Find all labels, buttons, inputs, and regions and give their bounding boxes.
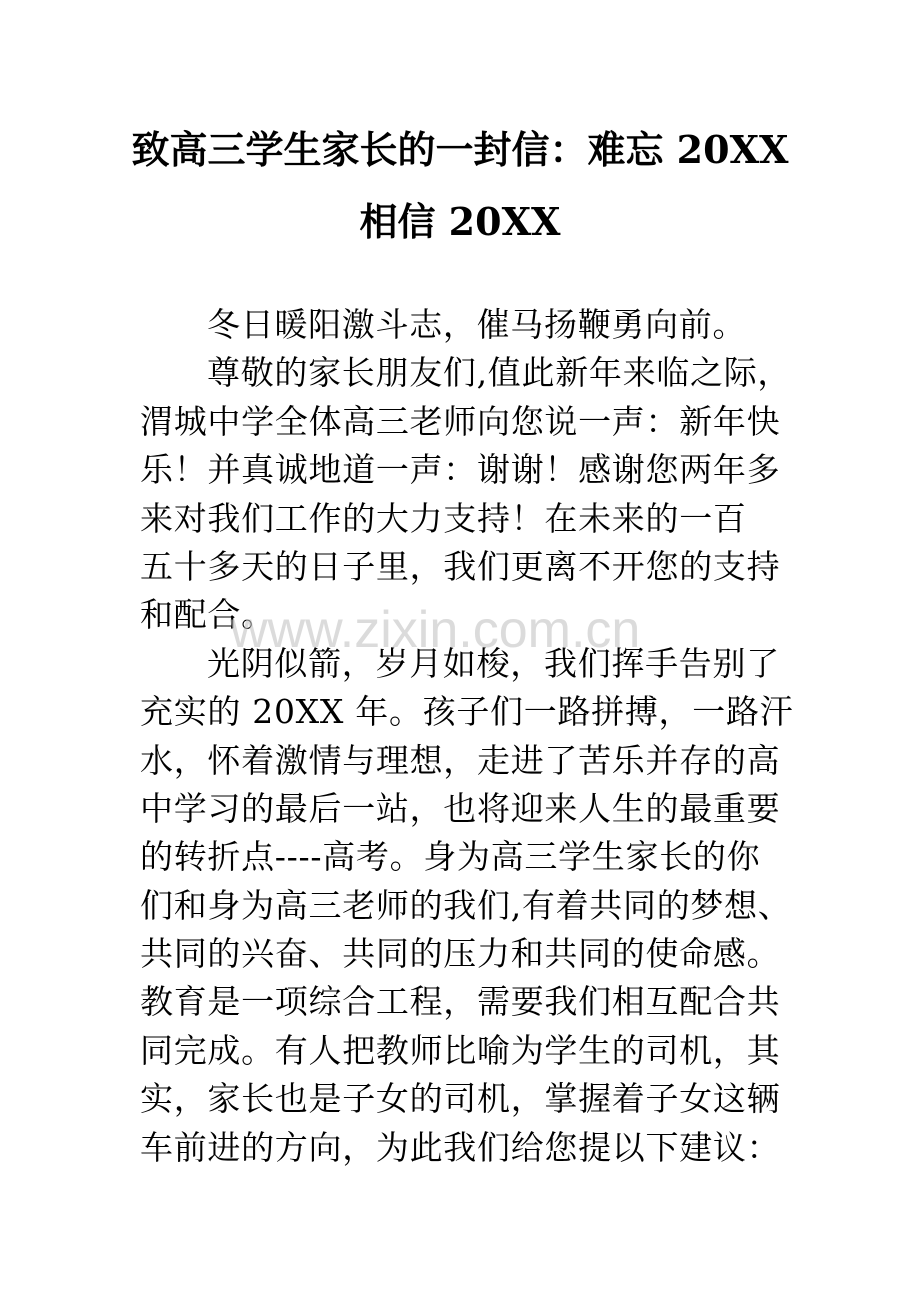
paragraph: [140, 349, 840, 639]
document-title: [0, 114, 920, 258]
body-line: 充实的 20XX 年。孩子们一路拼搏，一路汗: [140, 692, 794, 732]
body-line: 五十多天的日子里，我们更离不开您的支持: [140, 546, 781, 586]
body-line: 共同的兴奋、共同的压力和共同的使命感。: [140, 934, 781, 974]
body-line: 和配合。: [140, 595, 275, 635]
body-line: 的转折点----高考。身为高三学生家长的你: [140, 837, 761, 877]
body-line: 光阴似箭，岁月如梭，我们挥手告别了: [207, 643, 780, 683]
body-line: 水，怀着激情与理想，走进了苦乐并存的高: [140, 740, 781, 780]
document-body: [140, 301, 840, 1172]
body-line: 渭城中学全体高三老师向您说一声：新年快: [140, 401, 781, 441]
body-line: 中学习的最后一站，也将迎来人生的最重要: [140, 788, 781, 828]
body-line: 教育是一项综合工程，需要我们相互配合共: [140, 982, 781, 1022]
paragraph: [140, 301, 840, 349]
body-line: 车前进的方向，为此我们给您提以下建议：: [140, 1127, 781, 1167]
title-line: 相信 20XX: [359, 199, 561, 244]
body-line: 们和身为高三老师的我们,有着共同的梦想、: [140, 885, 792, 925]
body-line: 来对我们工作的大力支持！在未来的一百: [140, 498, 747, 538]
body-line: 同完成。有人把教师比喻为学生的司机，其: [140, 1030, 781, 1070]
watermark: www.zixin.com.cn: [230, 601, 641, 659]
paragraph: [140, 640, 840, 1172]
body-line: 实，家长也是子女的司机，掌握着子女这辆: [140, 1079, 781, 1119]
title-line: 致高三学生家长的一封信：难忘 20XX: [131, 127, 789, 172]
body-line: 冬日暖阳激斗志，催马扬鞭勇向前。: [207, 305, 747, 344]
body-line: 乐！并真诚地道一声：谢谢！感谢您两年多: [140, 450, 781, 490]
body-line: 尊敬的家长朋友们,值此新年来临之际，: [207, 353, 792, 393]
